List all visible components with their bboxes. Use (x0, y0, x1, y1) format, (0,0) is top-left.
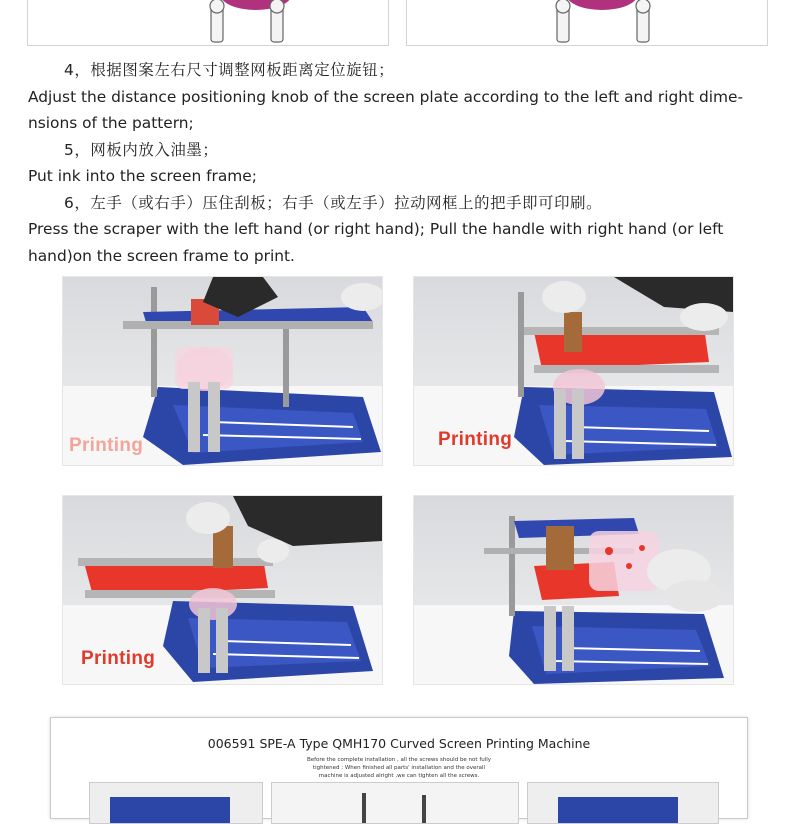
manual-note-line-2: tightened ; When finished all parts' installation and the overall (312, 765, 486, 771)
manual-note-line-3: machine is adjusted alright ,we can tighten all the screws. (318, 773, 480, 779)
machine-illustration (414, 496, 733, 684)
step-4-chinese: 4，根据图案左右尺寸调整网板距离定位旋钮； (64, 61, 395, 79)
printing-photo-2 (413, 276, 734, 466)
pattern-fixture-illustration (407, 0, 767, 45)
step-6-english-line-1: Press the scraper with the left hand (or right hand); Pull the handle with right hand (or left (28, 220, 724, 238)
top-thumbnail-left (27, 0, 389, 46)
pattern-fixture-illustration (28, 0, 388, 45)
manual-figure-3 (527, 782, 719, 824)
manual-title: 006591 SPE-A Type QMH170 Curved Screen Printing Machine (207, 736, 591, 751)
printing-photo-4 (413, 495, 734, 685)
step-6-chinese: 6，左手（或右手）压住刮板；右手（或左手）拉动网框上的把手即可印刷。 (64, 193, 603, 212)
printing-photo-1 (62, 276, 383, 466)
printing-photo-3 (62, 495, 383, 685)
manual-note-line-1: Before the complete installation , all the screws should be not fully (306, 757, 492, 763)
top-thumbnail-right (406, 0, 768, 46)
manual-figure-1 (89, 782, 263, 824)
instruction-steps (28, 57, 778, 269)
step-5-english-line-1: Put ink into the screen frame; (28, 167, 257, 185)
manual-card (50, 717, 748, 819)
photo-caption: Printing (81, 648, 156, 669)
photo-caption: Printing (69, 435, 144, 456)
photo-caption: Printing (438, 429, 513, 450)
manual-figure-2 (271, 782, 519, 824)
step-4-english-line-1: Adjust the distance positioning knob of the screen plate according to the left and right dime- (28, 87, 744, 106)
step-4-english-line-2: nsions of the pattern; (28, 114, 194, 132)
step-5-chinese: 5，网板内放入油墨； (64, 140, 219, 159)
step-6-english-line-2: hand)on the screen frame to print. (28, 246, 295, 265)
